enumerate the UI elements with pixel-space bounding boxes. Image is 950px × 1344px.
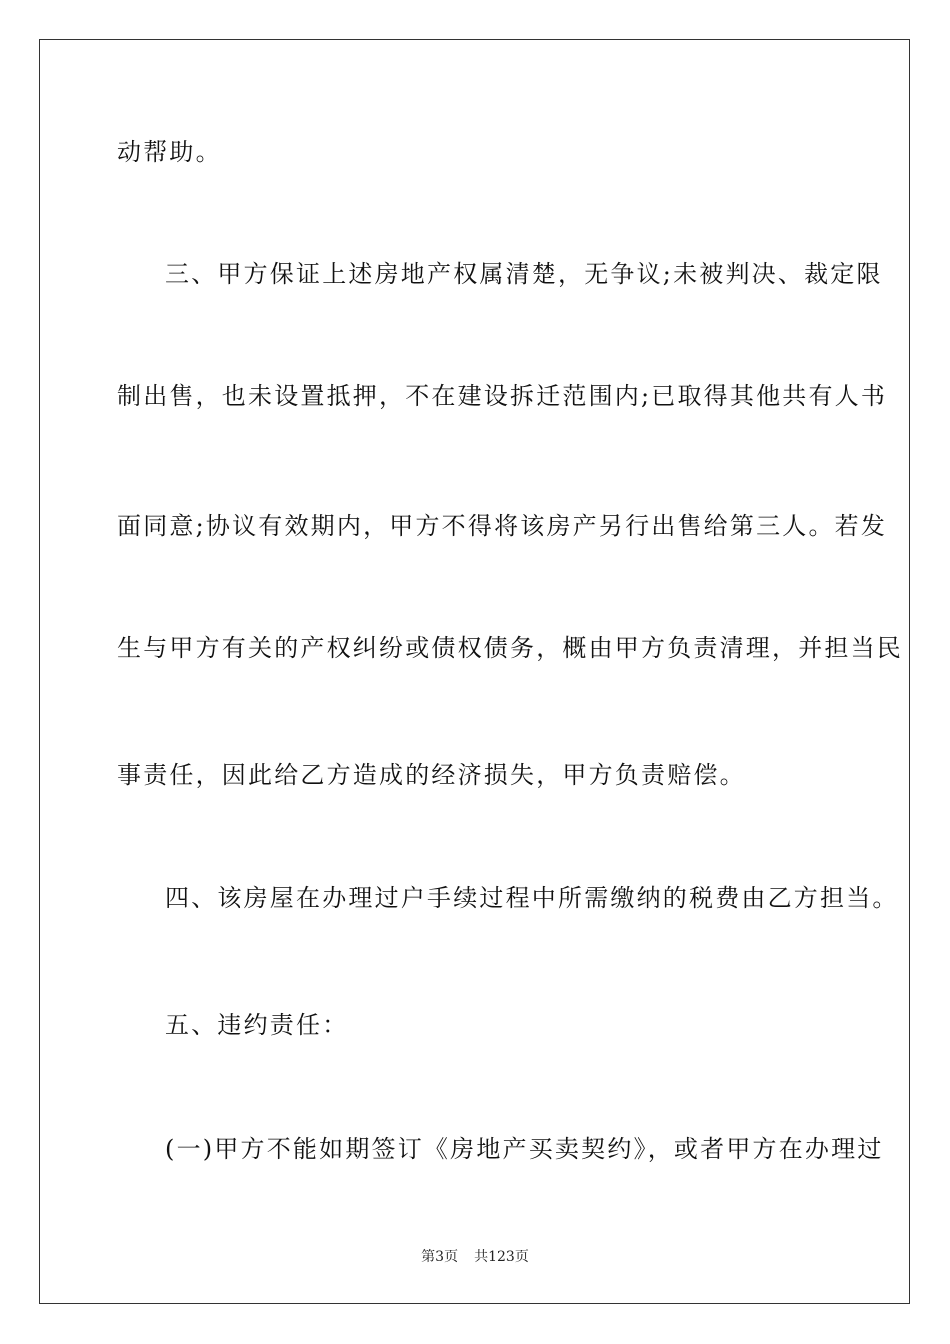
clause-3-line: 三、甲方保证上述房地产权属清楚，无争议;未被判决、裁定限 (165, 260, 883, 288)
clause-5-heading: 五、违约责任： (165, 1011, 349, 1039)
clause-4-line: 四、该房屋在办理过户手续过程中所需缴纳的税费由乙方担当。 (165, 884, 899, 912)
sub-clause-1-line: (一)甲方不能如期签订《房地产买卖契约》，或者甲方在办理过 (165, 1135, 884, 1163)
body-line: 事责任，因此给乙方造成的经济损失，甲方负责赔偿。 (117, 761, 746, 789)
page-total: 共123页 (474, 1249, 529, 1265)
body-line: 面同意;协议有效期内，甲方不得将该房产另行出售给第三人。若发 (117, 512, 888, 540)
page-number: 第3页 (421, 1249, 459, 1265)
page-footer (0, 1248, 950, 1266)
body-line: 动帮助。 (117, 138, 222, 166)
body-line: 生与甲方有关的产权纠纷或债权债务，概由甲方负责清理，并担当民 (117, 634, 903, 662)
body-line: 制出售，也未设置抵押，不在建设拆迁范围内;已取得其他共有人书 (117, 382, 888, 410)
page-frame (39, 39, 910, 1304)
